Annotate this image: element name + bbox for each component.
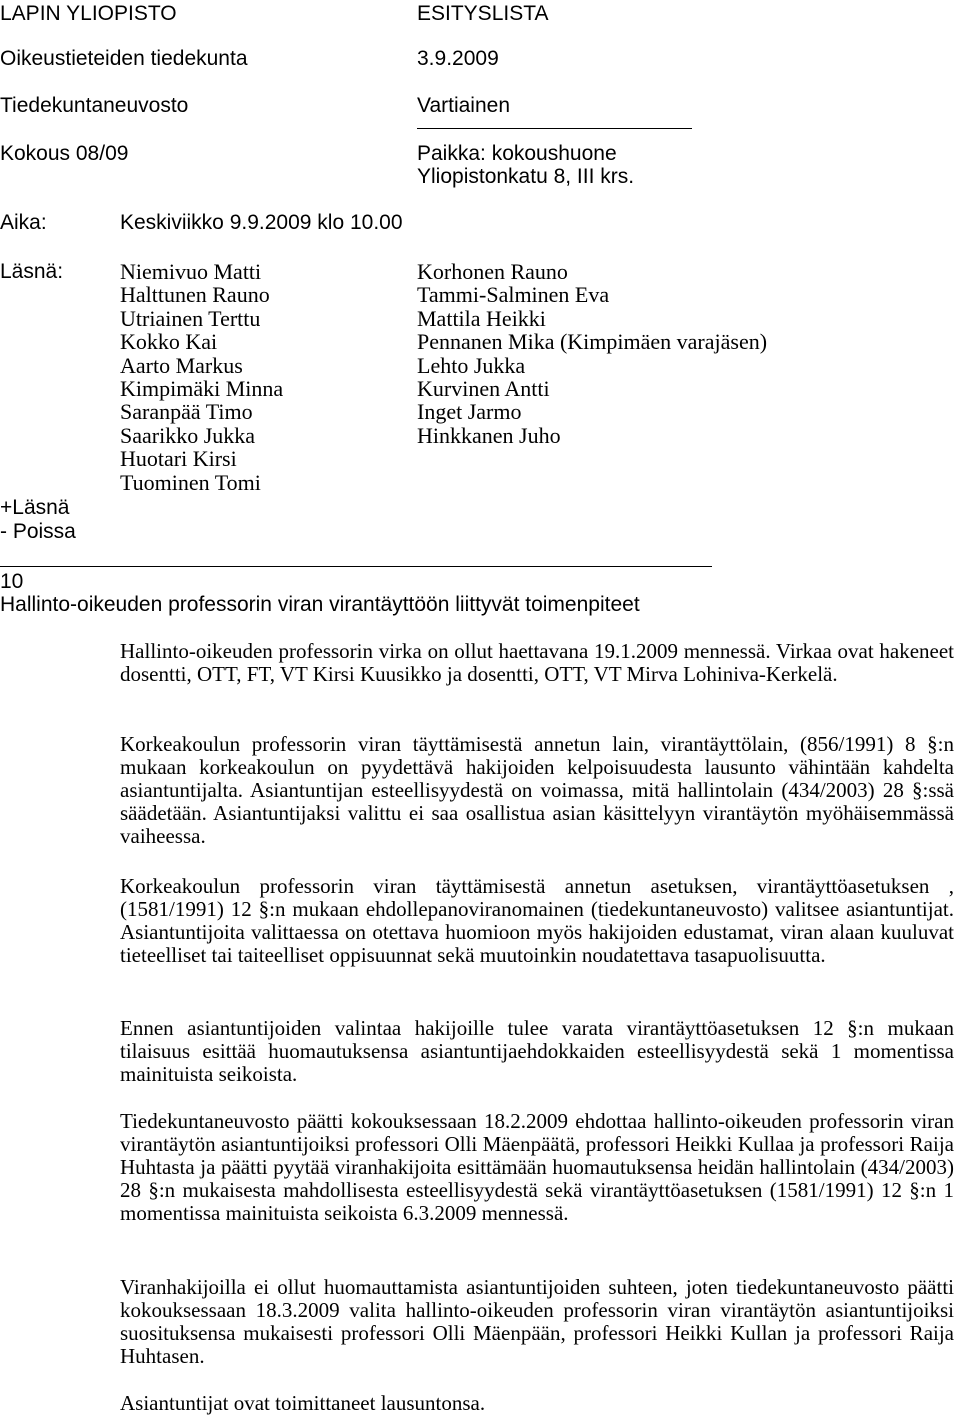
attendee: Pennanen Mika (Kimpimäen varajäsen)	[417, 329, 768, 355]
meeting-place: Paikka: kokoushuone	[417, 142, 617, 165]
attendee: Huotari Kirsi	[120, 446, 237, 472]
item-paragraph: Korkeakoulun professorin viran täyttämisestä annetun lain, virantäyttölain, (856/1991) 8 §:n mukaan korkeakoulun on pyydettävä hakijoiden kelpoisuudesta lausunto vähintään kahdelta asiantuntijalta. Asiantuntijan esteellisyydestä on voimassa, mitä hallintolain (434/2003) 28 §:ssä säädetään. Asiantuntijaksi valittu ei saa osallistua asian käsittelyyn virantäytön myöhäisemmässä vaiheessa.	[120, 732, 954, 848]
attendee: Utriainen Terttu	[120, 305, 261, 331]
attendee: Lehto Jukka	[417, 352, 526, 378]
governing-body: Tiedekuntaneuvosto	[0, 94, 189, 117]
meeting-number: Kokous 08/09	[0, 142, 129, 165]
section-divider	[0, 566, 712, 567]
item-paragraph: Ennen asiantuntijoiden valintaa hakijoille tulee varata virantäyttöasetuksen 12 §:n mukaan tilaisuus esittää huomautuksensa asiantuntijaehdokkaiden esteellisyydestä sekä 1 momentissa mainituista seikoista.	[120, 1016, 954, 1086]
item-paragraph: Tiedekuntaneuvosto päätti kokouksessaan 18.2.2009 ehdottaa hallinto-oikeuden professorin viran virantäytön asiantuntijoiksi professori Olli Mäenpäätä, professori Heikki Kullaa ja professori Raija Huhtasta ja päätti pyytää viranhakijoita esittämään huomautuksensa heidän hallintolain (434/2003) 28 §:n mukaisesta mahdollisesta esteellisyydestä sekä virantäyttöasetuksen (1581/1991) 12 §:n 1 momentissa mainituista seikoista 6.3.2009 mennessä.	[120, 1109, 954, 1225]
document-author: Vartiainen	[417, 94, 511, 117]
attendee: Kimpimäki Minna	[120, 375, 284, 401]
attendee: Korhonen Rauno	[417, 259, 568, 284]
present-label: Läsnä:	[0, 260, 64, 283]
attendee: Saranpää Timo	[120, 399, 253, 425]
attendee: Tuominen Tomi	[120, 469, 261, 495]
attendee: Kurvinen Antti	[417, 375, 550, 401]
attendee: Inget Jarmo	[417, 399, 522, 425]
attendee: Hinkkanen Juho	[417, 422, 561, 448]
absent-label: - Poissa	[0, 520, 76, 543]
attendee: Aarto Markus	[120, 352, 243, 378]
attendee: Halttunen Rauno	[120, 282, 270, 308]
document-type: ESITYSLISTA	[417, 2, 549, 25]
attendee: Niemivuo Matti	[120, 259, 262, 284]
attendance-right-column	[417, 260, 767, 447]
time-label: Aika:	[0, 211, 47, 234]
item-paragraph: Hallinto-oikeuden professorin virka on ollut haettavana 19.1.2009 mennessä. Virkaa ovat hakeneet dosentti, OTT, FT, VT Kirsi Kuusikko ja dosentti, OTT, VT Mirva Lohiniva-Kerkelä.	[120, 639, 954, 686]
header-divider	[417, 128, 692, 129]
added-present-label: +Läsnä	[0, 496, 70, 519]
organization-name: LAPIN YLIOPISTO	[0, 2, 177, 25]
attendee: Saarikko Jukka	[120, 422, 256, 448]
document-date: 3.9.2009	[417, 47, 499, 70]
item-paragraph: Korkeakoulun professorin viran täyttämisestä annetun asetuksen, virantäyttöasetuksen ,(1581/1991) 12 §:n mukaan ehdollepanoviranomainen (tiedekuntaneuvosto) valitsee asiantuntijat. Asiantuntijoita valittaessa on otettava huomioon myös hakijoiden edustamat, viran alaan kuuluvat tieteelliset tai taiteelliset oppisuunnat sekä muutoinkin noudatettava tasapuolisuutta.	[120, 874, 954, 967]
attendance-left-column	[120, 260, 283, 494]
item-paragraph: Viranhakijoilla ei ollut huomauttamista asiantuntijoiden suhteen, joten tiedekuntaneuvosto päätti kokouksessaan 18.3.2009 valita hallinto-oikeuden professorin viran virantäytön asiantuntijoiksi suosituksensa mukaisesti professori Olli Mäenpään, professori Heikki Kullan ja professori Raija Huhtasen.	[120, 1275, 954, 1368]
item-number: 10	[0, 570, 24, 593]
item-title: Hallinto-oikeuden professorin viran virantäyttöön liittyvät toimenpiteet	[0, 593, 640, 616]
attendee: Tammi-Salminen Eva	[417, 282, 610, 308]
faculty-name: Oikeustieteiden tiedekunta	[0, 47, 248, 70]
item-paragraph: Asiantuntijat ovat toimittaneet lausuntonsa.	[120, 1391, 486, 1415]
meeting-address: Yliopistonkatu 8, III krs.	[417, 165, 635, 188]
attendee: Kokko Kai	[120, 329, 218, 355]
meeting-time: Keskiviikko 9.9.2009 klo 10.00	[120, 211, 403, 234]
attendee: Mattila Heikki	[417, 305, 546, 331]
